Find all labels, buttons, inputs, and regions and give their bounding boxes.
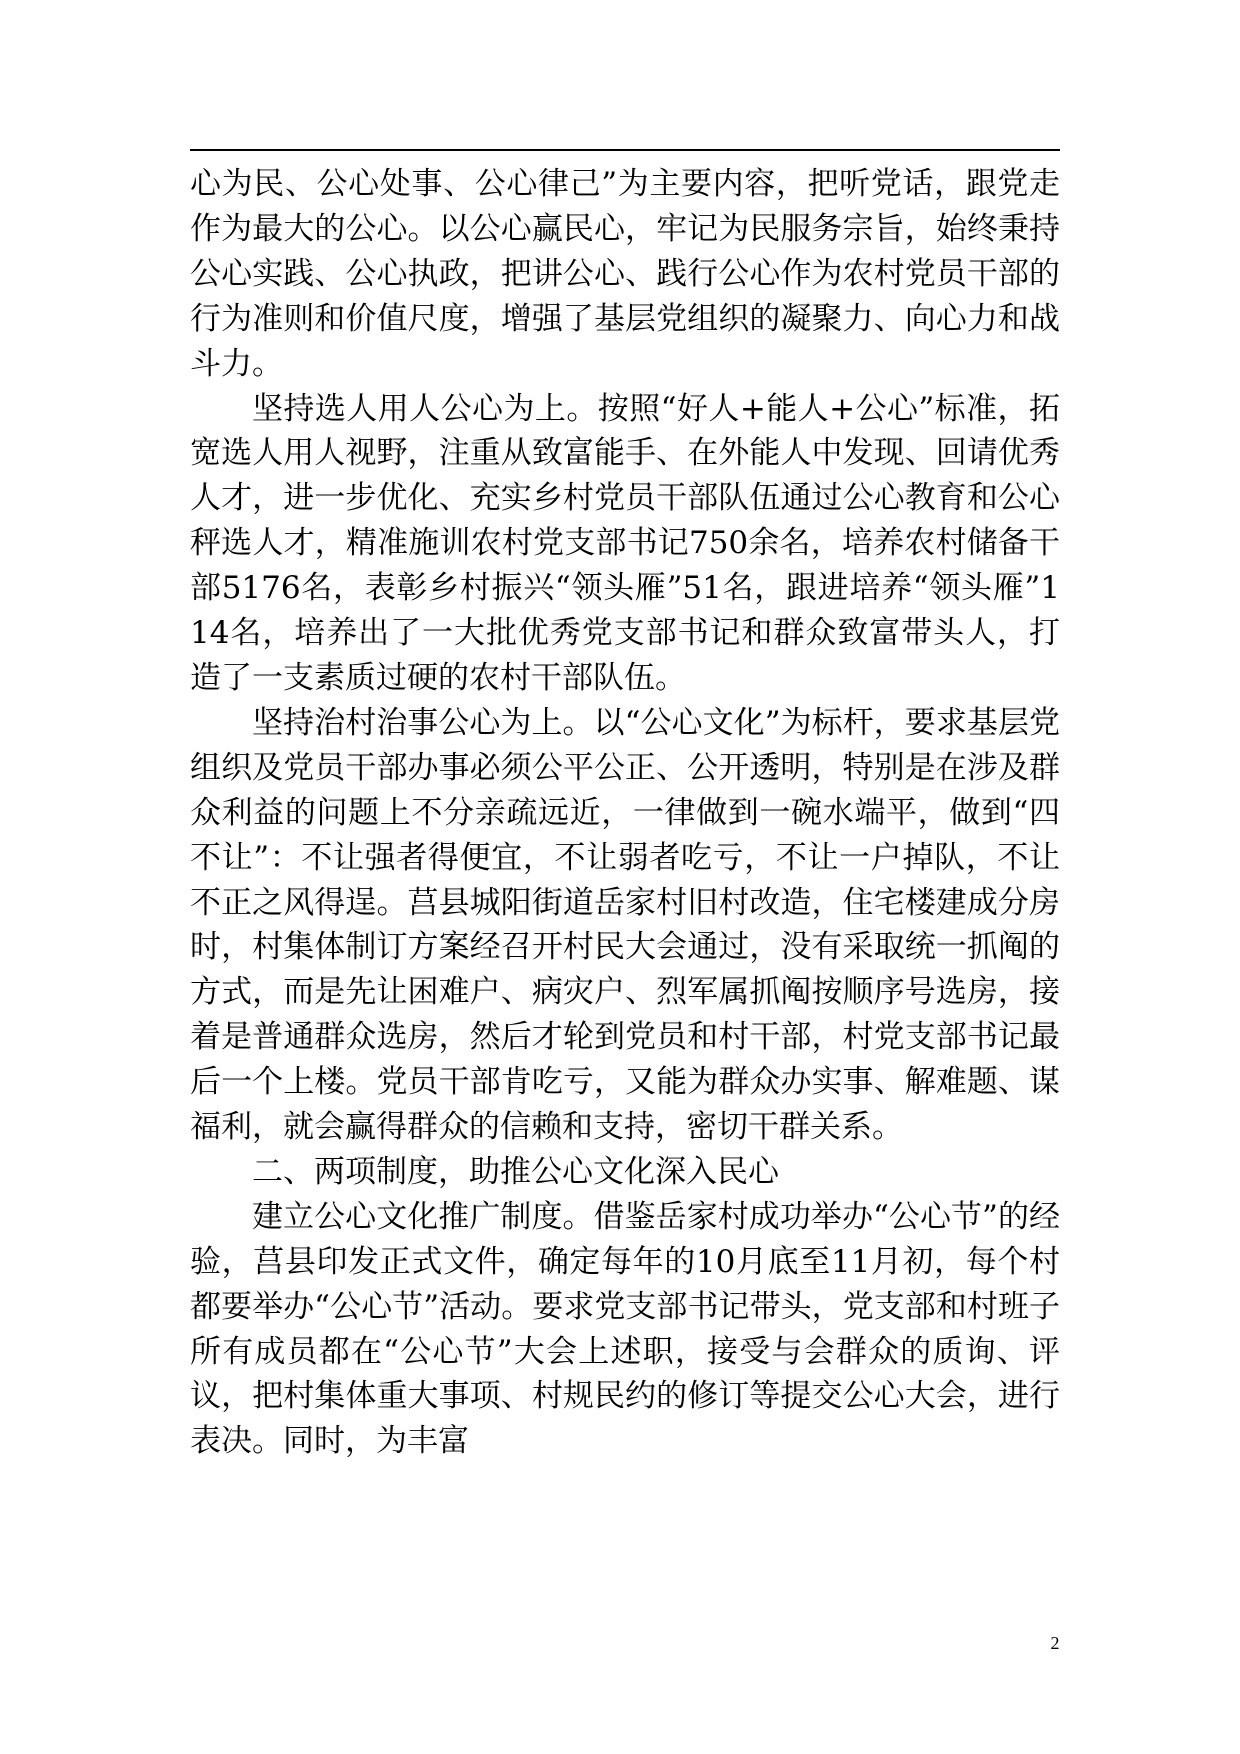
paragraph-village-governance: 坚持治村治事公心为上。以“公心文化”为标杆，要求基层党组织及党员干部办事必须公平公正、公开透明，特别是在涉及群众利益的问题上不分亲疏远近，一律做到一碗水端平，做到“四不让”：不让强者得便宜，不让弱者吃亏，不让一户掉队，不让不正之风得逞。莒县城阳街道岳家村旧村改造，住宅楼建成分房时，村集体制订方案经召开村民大会通过，没有采取统一抓阄的方式，而是先让困难户、病灾户、烈军属抓阄按顺序号选房，接着是普通群众选房，然后才轮到党员和村干部，村党支部书记最后一个上楼。党员干部肯吃亏，又能为群众办实事、解难题、谋福利，就会赢得群众的信赖和支持，密切干群关系。 [190, 704, 1060, 1146]
header-rule [190, 149, 1060, 151]
page-number: 2 [1050, 1633, 1060, 1653]
paragraph-continued: 心为民、公心处事、公心律己”为主要内容，把听党话，跟党走作为最大的公心。以公心赢民心，牢记为民服务宗旨，始终秉持公心实践、公心执政，把讲公心、践行公心作为农村党员干部的行为准则和价值尺度，增强了基层党组织的凝聚力、向心力和战斗力。 [190, 166, 1060, 382]
paragraph-promotion-system: 建立公心文化推广制度。借鉴岳家村成功举办“公心节”的经验，莒县印发正式文件，确定每年的10月底至11月初，每个村都要举办“公心节”活动。要求党支部书记带头，党支部和村班子所有成员都在“公心节”大会上述职，接受与会群众的质询、评议，把村集体重大事项、村规民约的修订等提交公心大会，进行表决。同时，为丰富 [190, 1198, 1060, 1460]
section-heading-two-systems: 二、两项制度，助推公心文化深入民心 [252, 1153, 779, 1190]
paragraph-personnel-selection: 坚持选人用人公心为上。按照“好人+能人+公心”标准，拓宽选人用人视野，注重从致富能手、在外能人中发现、回请优秀人才，进一步优化、充实乡村党员干部队伍通过公心教育和公心秤选人才，精准施训农村党支部书记750余名，培养农村储备干部5176名，表彰乡村振兴“领头雁”51名，跟进培养“领头雁”114名，培养出了一大批优秀党支部书记和群众致富带头人，打造了一支素质过硬的农村干部队伍。 [190, 390, 1060, 696]
document-body [190, 162, 1060, 1464]
